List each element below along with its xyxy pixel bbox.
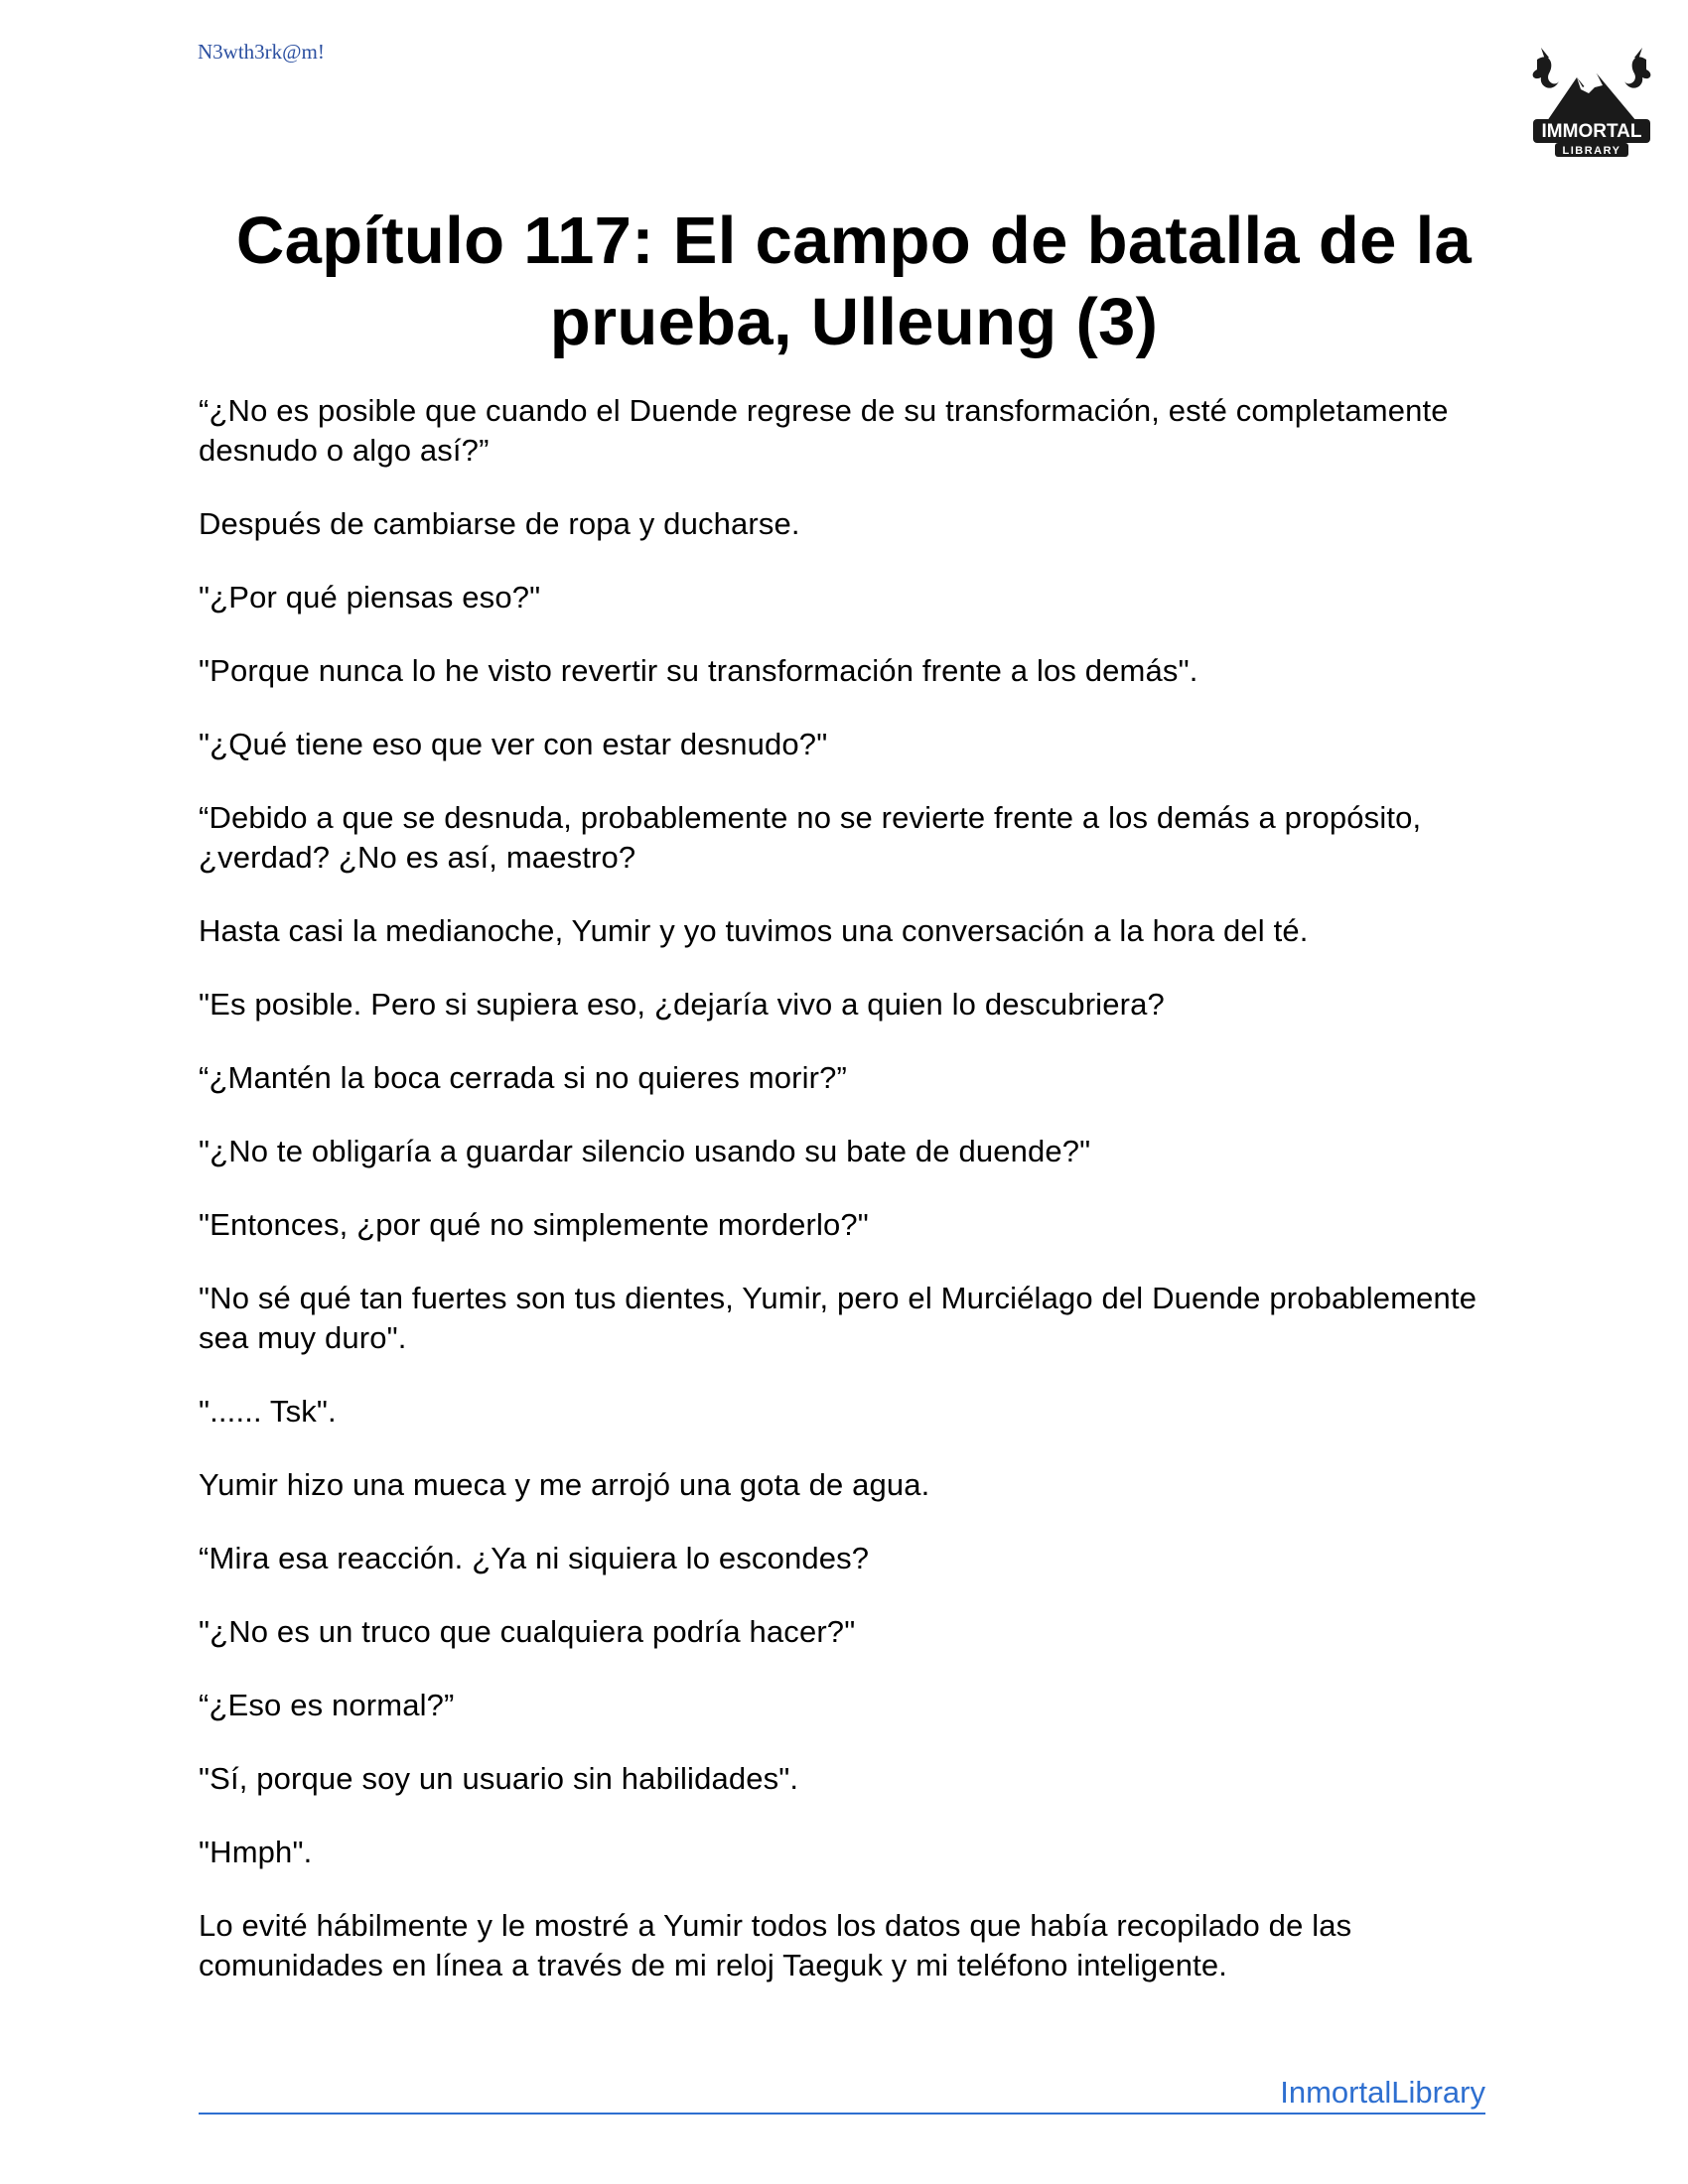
paragraph: Yumir hizo una mueca y me arrojó una gota de agua. <box>199 1467 930 1502</box>
paragraph: “Mira esa reacción. ¿Ya ni siquiera lo escondes? <box>199 1541 870 1575</box>
paragraph: “¿Eso es normal?” <box>199 1688 455 1722</box>
paragraph: Después de cambiarse de ropa y ducharse. <box>199 506 800 541</box>
paragraph: "Hmph". <box>199 1835 313 1869</box>
paragraph: "No sé qué tan fuertes son tus dientes, Yumir, pero el Murciélago del Duende probablemente sea muy duro". <box>199 1281 1477 1355</box>
paragraph: "¿Qué tiene eso que ver con estar desnudo?" <box>199 727 828 761</box>
immortal-library-logo-icon <box>1519 30 1664 164</box>
logo-line2: LIBRARY <box>1562 145 1621 157</box>
paragraph: "¿No te obligaría a guardar silencio usando su bate de duende?" <box>199 1134 1091 1168</box>
paragraph: Lo evité hábilmente y le mostré a Yumir todos los datos que había recopilado de las comunidades en línea a través de mi reloj Taeguk y mi teléfono inteligente. <box>199 1908 1352 1982</box>
paragraph: "¿Por qué piensas eso?" <box>199 580 541 614</box>
chapter-body <box>199 391 1509 2019</box>
footer-link[interactable]: InmortalLibrary <box>1280 2075 1485 2110</box>
paragraph: "¿No es un truco que cualquiera podría hacer?" <box>199 1614 856 1649</box>
paragraph: “Debido a que se desnuda, probablemente no se revierte frente a los demás a propósito, ¿verdad? ¿No es así, maestro? <box>199 800 1422 875</box>
paragraph: "Sí, porque soy un usuario sin habilidades". <box>199 1761 799 1796</box>
paragraph: "Es posible. Pero si supiera eso, ¿dejaría vivo a quien lo descubriera? <box>199 987 1165 1022</box>
paragraph: "...... Tsk". <box>199 1394 337 1429</box>
paragraph: “¿No es posible que cuando el Duende regrese de su transformación, esté completamente desnudo o algo así?” <box>199 393 1449 468</box>
footer-divider <box>199 2113 1485 2115</box>
paragraph: “¿Mantén la boca cerrada si no quieres morir?” <box>199 1060 848 1095</box>
logo-line1: IMMORTAL <box>1541 121 1642 142</box>
paragraph: "Entonces, ¿por qué no simplemente morderlo?" <box>199 1207 869 1242</box>
chapter-title: Capítulo 117: El campo de batalla de la prueba, Ulleung (3) <box>235 204 1473 359</box>
header-tag: N3wth3rk@m! <box>198 40 325 64</box>
paragraph: "Porque nunca lo he visto revertir su transformación frente a los demás". <box>199 653 1198 688</box>
paragraph: Hasta casi la medianoche, Yumir y yo tuvimos una conversación a la hora del té. <box>199 913 1309 948</box>
